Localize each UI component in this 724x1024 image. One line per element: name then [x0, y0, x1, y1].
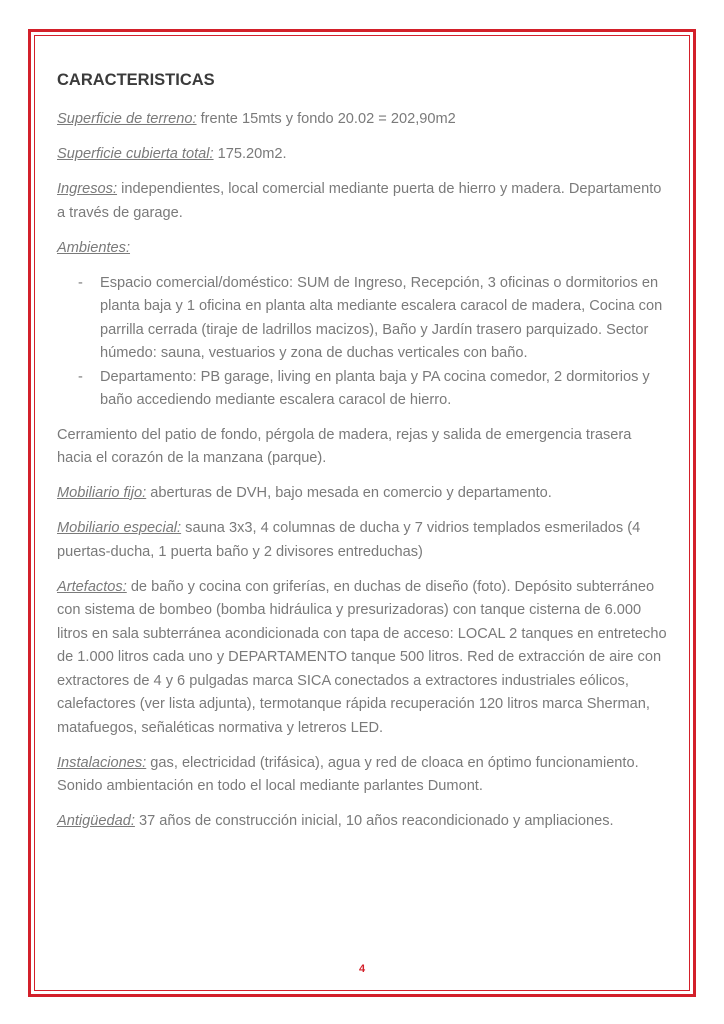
field-value: independientes, local comercial mediante puerta de hierro y madera. Departamento a través de garage.	[57, 181, 662, 221]
mobiliario-fijo	[57, 482, 669, 506]
section-heading: CARACTERISTICAS	[57, 71, 215, 89]
field-label: Artefactos:	[57, 578, 127, 595]
list-item-text: Espacio comercial/doméstico: SUM de Ingreso, Recepción, 3 oficinas o dormitorios en planta baja y 1 oficina en planta alta mediante escalera caracol de madera, Cocina con parrilla cerrada (tiraje de ladrillos macizos), Baño y Jardín trasero parquizado. Sector húmedo: sauna, vestuarios y zona de duchas verticales con baño.	[100, 274, 663, 361]
list-item	[57, 366, 669, 413]
mobiliario-especial	[57, 517, 669, 564]
superficie-terreno	[57, 108, 669, 132]
superficie-cubierta	[57, 143, 669, 167]
dash-bullet: -	[78, 368, 83, 385]
list-item-text: Departamento: PB garage, living en planta baja y PA cocina comedor, 2 dormitorios y baño accediendo mediante escalera caracol de hierro.	[100, 368, 650, 408]
field-value: 175.20m2.	[213, 146, 287, 162]
field-label: Instalaciones:	[57, 754, 147, 771]
field-label: Ambientes:	[57, 239, 131, 256]
field-label: Antigüedad:	[57, 813, 135, 829]
artefactos	[57, 576, 669, 741]
field-label: Ingresos:	[57, 181, 118, 197]
dash-bullet: -	[78, 274, 83, 291]
list-item	[57, 272, 669, 366]
instalaciones	[57, 752, 669, 799]
ambientes-title	[57, 237, 669, 261]
document-body	[57, 68, 669, 845]
field-value: gas, electricidad (trifásica), agua y red de cloaca en óptimo funcionamiento. Sonido ambientación en todo el local mediante parlantes Dumont.	[57, 754, 639, 794]
field-value: sauna 3x3, 4 columnas de ducha y 7 vidrios templados esmerilados (4 puertas-ducha, 1 puerta baño y 2 divisores entreduchas)	[57, 520, 641, 560]
field-label: Mobiliario especial:	[57, 520, 182, 536]
field-value: frente 15mts y fondo 20.02 = 202,90m2	[196, 111, 456, 127]
ingresos	[57, 178, 669, 225]
field-label: Superficie de terreno:	[57, 111, 197, 127]
page-number: 4	[358, 963, 366, 975]
ambientes-list	[57, 272, 669, 413]
field-value: 37 años de construcción inicial, 10 años reacondicionado y ampliaciones.	[134, 813, 614, 829]
field-label: Mobiliario fijo:	[57, 485, 147, 501]
antiguedad	[57, 810, 669, 834]
cerramiento: Cerramiento del patio de fondo, pérgola de madera, rejas y salida de emergencia trasera hacia el corazón de la manzana (parque).	[57, 426, 632, 466]
field-value: aberturas de DVH, bajo mesada en comercio y departamento.	[146, 485, 552, 501]
field-label: Superficie cubierta total:	[57, 146, 214, 162]
field-value: de baño y cocina con griferías, en duchas de diseño (foto). Depósito subterráneo con sistema de bombeo (bomba hidráulica y presurizadoras) con tanque cisterna de 6.000 litros en sala subterránea acondicionada con tapa de acceso: LOCAL 2 tanques en entretecho de 1.000 litros cada uno y DEPARTAMENTO tanque 500 litros. Red de extracción de aire con extractores de 4 y 6 pulgadas marca SICA conectados a extractores industriales eólicos, calefactores (ver lista adjunta), termotanque rápida recuperación 120 litros marca Sherman, matafuegos, señaléticas normativa y letreros LED.	[57, 578, 667, 736]
